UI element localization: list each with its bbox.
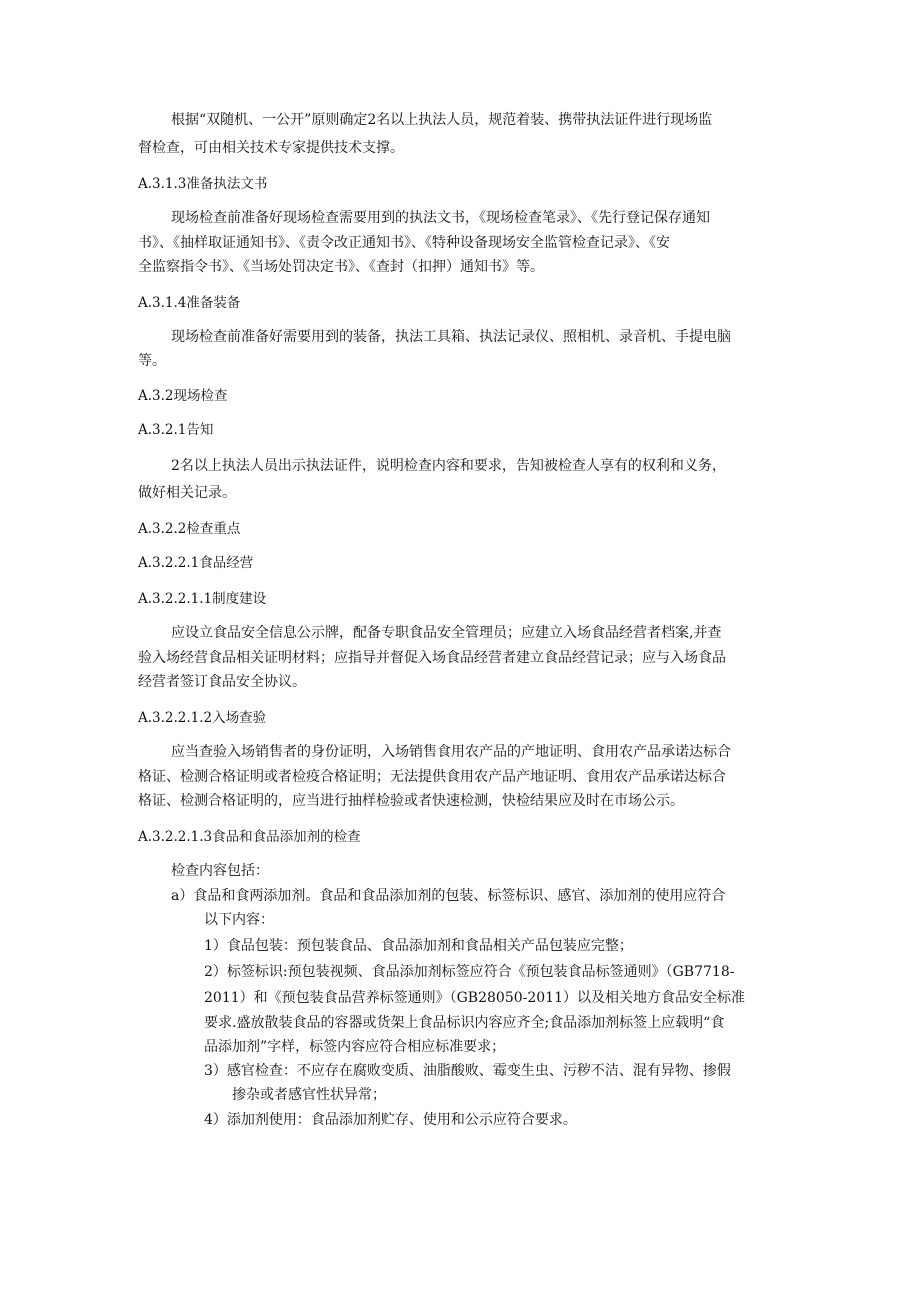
sub-list-item: 3）感官检查：不应存在腐败变质、油脂酸败、霉变生虫、污秽不洁、混有异物、掺假 [204,1063,731,1079]
paragraph-line: 做好相关记录。 [138,485,236,501]
section-heading: A.3.2.2.1.3食品和食品添加剂的检查 [138,829,361,845]
section-heading: A.3.1.4准备装备 [138,295,241,311]
list-item: a）食品和食两添加剂。食品和食品添加剂的包装、标签标识、感官、添加剂的使用应符合 [171,888,726,904]
paragraph-line: 现场检查前准备好现场检查需要用到的执法文书，《现场检查笔录》、《先行登记保存通知 [171,210,710,226]
section-heading: A.3.2现场检查 [138,388,228,404]
section-heading: A.3.2.2.1食品经营 [138,555,254,571]
paragraph-line: 书》、《抽样取证通知书》、《责令改正通知书》、《特种设备现场安全监管检查记录》、《安 [138,235,670,251]
list-item: 以下内容： [204,912,274,928]
section-heading: A.3.2.2.1.2入场查验 [138,710,267,726]
sub-list-item: 1）食品包装：预包装食品、食品添加剂和食品相关产品包装应完整； [204,938,633,954]
paragraph-line: 等。 [138,353,166,369]
section-heading: A.3.1.3准备执法文书 [138,176,268,192]
paragraph-line: 应设立食品安全信息公示牌，配备专职食品安全管理员；应建立入场食品经营者档案,并查 [171,625,722,641]
sub-list-item: 品添加剂”字样，标签内容应符合相应标准要求； [204,1039,506,1055]
paragraph-line: 现场检查前准备好需要用到的装备，执法工具箱、执法记录仪、照相机、录音机、手提电脑 [171,329,731,345]
paragraph-line: 检查内容包括： [171,863,269,879]
paragraph-line: 督检查，可由相关技术专家提供技术支撑。 [138,140,404,156]
section-heading: A.3.2.2.1.1制度建设 [138,591,267,607]
paragraph-line: 格证、检测合格证明的，应当进行抽样检验或者快速检测，快检结果应及时在市场公示。 [138,793,684,809]
section-heading: A.3.2.1告知 [138,422,214,438]
sub-list-item: 2011）和《预包装食品营养标签通则》（GB28050-2011）以及相关地方食品安全标准 [204,990,745,1006]
section-heading: A.3.2.2检查重点 [138,521,241,537]
paragraph-line: 应当查验入场销售者的身份证明，入场销售食用农产品的产地证明、食用农产品承诺达标合 [171,744,731,760]
sub-list-item: 要求.盛放散装食品的容器或货架上食品标识内容应齐全;食品添加剂标签上应载明“食 [204,1015,725,1031]
paragraph-line: 格证、检测合格证明或者检疫合格证明；无法提供食用农产品产地证明、食用农产品承诺达标合 [138,769,726,785]
paragraph-line: 2名以上执法人员出示执法证件，说明检查内容和要求，告知被检查人享有的权利和义务， [171,458,726,474]
paragraph-line: 全监察指令书》、《当场处罚决定书》、《查封（扣押）通知书》等。 [138,259,544,275]
paragraph-line: 验入场经营食品相关证明材料；应指导并督促入场食品经营者建立食品经营记录；应与入场食品 [138,650,726,666]
paragraph-line: 根据“双随机、一公开”原则确定2名以上执法人员，规范着装、携带执法证件进行现场监 [171,112,713,128]
sub-list-item: 掺杂或者感官性状异常； [232,1087,386,1103]
sub-list-item: 2）标签标识:预包装视频、食品添加剂标签应符合《预包装食品标签通则》（GB7718- [204,964,735,980]
sub-list-item: 4）添加剂使用：食品添加剂贮存、使用和公示应符合要求。 [204,1112,577,1128]
paragraph-line: 经营者签订食品安全协议。 [138,674,306,690]
